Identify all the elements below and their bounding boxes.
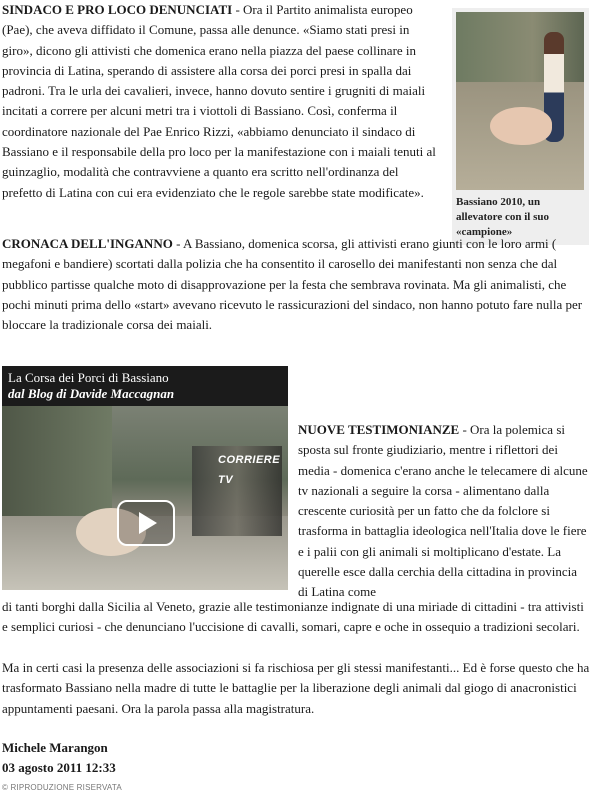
section-heading-cronaca: CRONACA DELL'INGANNO	[2, 236, 173, 251]
corriere-tv-logo: CORRIERE TV	[218, 454, 281, 487]
paragraph-3b: di tanti borghi dalla Sicilia al Veneto, grazie alle testimonianze indignate di una miriade di cittadini - tra attivisti e semplici curiosi - che denunciano l'uccisione di cavalli, somari, capre e oche in ossequio a tradizioni secolari.	[2, 599, 584, 635]
video-title[interactable]: La Corsa dei Porci di Bassiano	[8, 370, 169, 385]
paragraph-3a	[298, 420, 590, 603]
section-heading-sindaco: SINDACO E PRO LOCO DENUNCIATI	[2, 2, 233, 17]
paragraph-2-text: - A Bassiano, domenica scorsa, gli attivisti erano giunti con le loro armi ( megafoni e bandiere) scortati dalla polizia che ha consentito il carosello dei manifestanti non senza che dal pubblico partisse qualche moto di disapprovazione per la festa che sembrava rovinata. Ma gli animalisti, che pochi minuti prima dello «start» avevano ricevuto le rassicurazioni del sindaco, non hanno potuto fare nulla per bloccare la tradizionale corsa dei maiali.	[2, 236, 583, 333]
photo-caption: Bassiano 2010, un allevatore con il suo «campione»	[456, 196, 549, 238]
paragraph-4: Ma in certi casi la presenza delle associazioni si fa rischiosa per gli stessi manifestanti... Ed è forse questo che ha trasformato Bassiano nella madre di tutte le battaglie per la liberazione degli animali dal giogo di anacronistici appuntamenti paesani. Ora la parola passa alla magistratura.	[2, 660, 590, 716]
publication-date: 03 agosto 2011 12:33	[2, 760, 116, 775]
video-player[interactable]	[2, 366, 288, 590]
photo-wall	[456, 12, 584, 82]
photo-pig	[490, 107, 552, 145]
photo-box	[452, 8, 589, 245]
author-name: Michele Marangon	[2, 740, 108, 755]
video-thumbnail[interactable]	[2, 406, 288, 590]
copyright-notice: © RIPRODUZIONE RISERVATA	[2, 783, 122, 792]
paragraph-2	[2, 234, 590, 335]
photo-allevatore[interactable]	[456, 12, 584, 190]
video-subtitle: dal Blog di Davide Maccagnan	[8, 386, 175, 401]
paragraph-1-text: - Ora il Partito animalista europeo (Pae), che aveva diffidato il Comune, passa alle denunce. «Siamo stati presi in giro», dicono gli attivisti che domenica erano nella piazza del paese collinare in provincia di Latina, sperando di assistere alla corsa dei porci presi in spalla dai padroni. Tra le urla dei cavalieri, invece, hanno dovuto sentire i grugniti di maiali incitati a correre per alcuni metri tra i viottoli di Bassiano. Così, conferma il coordinatore nazionale del Pae Enrico Rizzi, «abbiamo denunciato il sindaco di Bassiano e il responsabile della pro loco per la manifestazione con i maiali tenuti al guinzaglio, modalità che contravviene a quanto era scritto nell'ordinanza del prefetto di Latina con cui era evidenziato che le regole sarebbe state modificate».	[2, 2, 436, 200]
paragraph-3a-text: - Ora la polemica si sposta sul fronte giudiziario, mentre i riflettori dei media - domenica c'erano anche le telecamere di alcune tv nazionali a seguire la corsa - alimentano dalla crescente curiosità per un fatto che da folclore si trasforma in battaglia ideologica nell'Italia dove le fiere e i palii con gli animali si moltiplicano d'estate. La querelle esce dalla cerchia della cittadina in provincia di Latina come	[298, 422, 588, 600]
paragraph-1	[2, 0, 442, 203]
play-icon[interactable]	[117, 500, 175, 546]
section-heading-testimonianze: NUOVE TESTIMONIANZE	[298, 422, 460, 437]
